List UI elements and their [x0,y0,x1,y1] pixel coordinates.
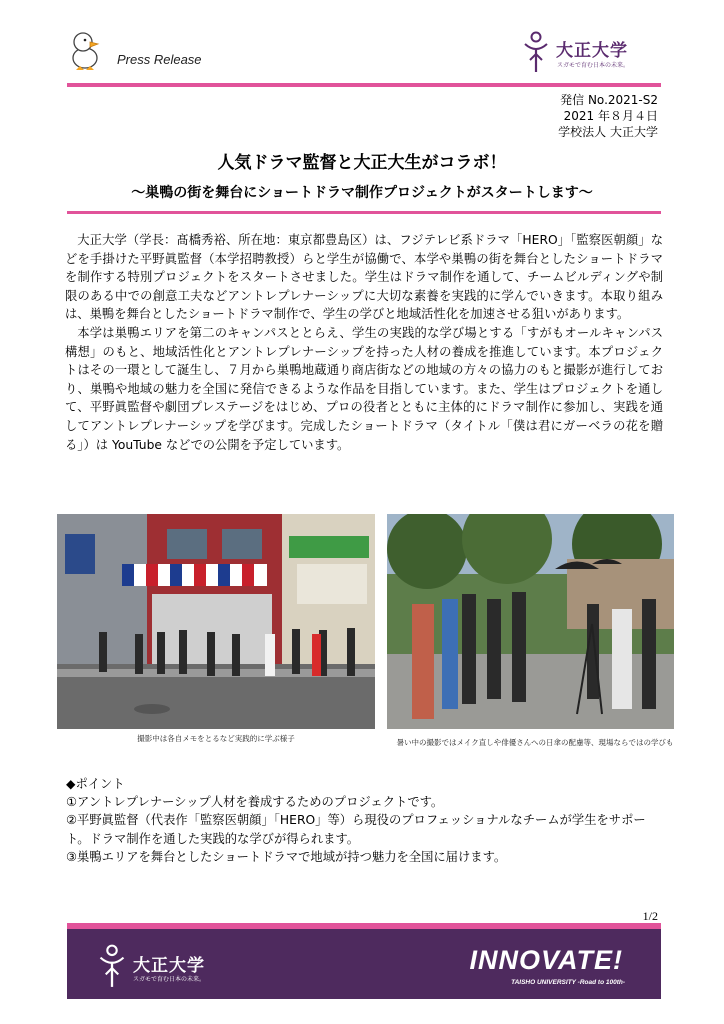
innovate-logo: INNOVATE! [469,945,623,975]
photo-caption: 撮影中は各自メモをとるなど実践的に学ぶ様子 [137,734,295,743]
taisho-logo-mark-icon [522,30,550,74]
photo-shopfront-filming [57,514,375,729]
header-divider [67,83,661,87]
taisho-logo-mark-icon [97,943,127,989]
photo-park-filming [387,514,674,729]
point-item: ①アントレプレナーシップ人材を養成するためのプロジェクトです。 [66,795,444,810]
release-date: 2021 年８月４日 [563,109,658,123]
release-issuer: 学校法人 大正大学 [558,125,658,139]
body-paragraph: 大正大学（学長：髙橋秀裕、所在地：東京都豊島区）は、フジテレビ系ドラマ「HERO」「監察医朝顔」などを手掛けた平野眞監督（本学招聘教授）らと学生が協働で、本学や巣鴨の街を舞台としたショートドラマを制作する特別プロジェクトをスタートさせました。学生はドラマ制作を通して、チームビルディングや制限のある中での創意工夫などアントレプレナーシップに大切な素養を実践的に学んでいきます。本取り組みは、巣鴨を舞台としたショートドラマ制作で、学生の学びと地域活性化を加速させる狙いがあります。 [65,233,663,322]
release-number: 発信 No.2021-S2 [560,93,658,107]
page-number: 1/2 [642,909,658,923]
title-divider [67,211,661,214]
press-release-label: Press Release [117,52,202,67]
body-paragraph: 本学は巣鴨エリアを第二のキャンパスととらえ、学生の実践的な学び場とする「すがもオールキャンパス構想」のもと、地域活性化とアントレプレナーシップを持った人材の養成を推進しています。本プロジェクトはその一環として誕生し、７月から巣鴨地蔵通り商店街などの地域の方々の協力のもと撮影が進行しており、巣鴨や地域の魅力を全国に発信できるような作品を目指しています。また、学生はプロジェクトを通して、平野眞監督や劇団プレステージをはじめ、プロの役者とともに主体的にドラマ制作に参加し、実践を通してアントレプレナーシップを学びます。完成したショートドラマ（タイトル「僕は君にガーベラの花を贈る」）は YouTube などでの公開を予定しています。 [65,325,663,452]
logo-name: 大正大学 [556,41,628,61]
point-item: ③巣鴨エリアを舞台としたショートドラマで地域が持つ魅力を全国に届けます。 [66,849,507,864]
footer-logo-tagline: スガモで育む日本の未来。 [133,976,206,983]
points-section [66,775,666,866]
body-text [65,231,663,454]
university-line: TAISHO UNIVERSITY -Road to 100th- [511,979,625,986]
footer-banner [67,929,661,999]
footer-logo-name: 大正大学 [133,956,205,976]
point-item: ②平野眞監督（代表作「監察医朝顔」「HERO」等）ら現役のプロフェッショナルなチームが学生をサポート。ドラマ制作を通した実践的な学びが得られます。 [66,813,646,846]
taisho-logo [522,30,672,76]
points-heading: ◆ポイント [66,777,125,791]
page-title: 人気ドラマ監督と大正大生がコラボ！ [217,153,507,173]
page-subtitle: ～巣鴨の街を舞台にショートドラマ制作プロジェクトがスタートします～ [131,185,593,201]
duck-mascot-icon [66,28,104,74]
photo-caption: 暑い中の撮影ではメイク直しや俳優さんへの日傘の配慮等、現場ならではの学びも [396,738,674,747]
logo-tagline: スガモで育む日本の未来。 [557,62,630,69]
release-meta [558,92,658,140]
